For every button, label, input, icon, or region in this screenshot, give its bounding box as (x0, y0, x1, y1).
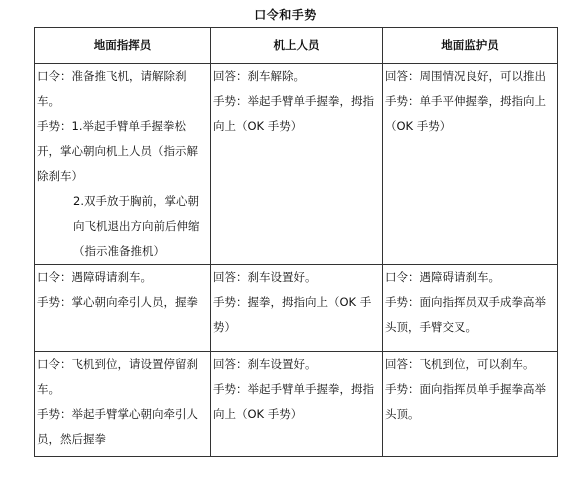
table-cell (383, 265, 558, 352)
command-text: 口令：飞机到位，请设置停留刹车。 (37, 357, 198, 396)
gesture-text: 手势：掌心朝向牵引人员，握拳 (37, 295, 198, 309)
table-cell (383, 64, 558, 265)
header-ground-commander: 地面指挥员 (35, 28, 211, 64)
gesture-text: 手势：举起手臂掌心朝向牵引人员，然后握拳 (37, 407, 198, 446)
table-cell (35, 352, 211, 457)
reply-text: 回答：刹车解除。 (213, 69, 305, 83)
gesture-text: 手势：举起手臂单手握拳，拇指向上（OK 手势） (213, 382, 374, 421)
header-onboard-personnel: 机上人员 (211, 28, 383, 64)
table-cell (35, 64, 211, 265)
table-cell (211, 265, 383, 352)
reply-text: 回答：周围情况良好，可以推出 (385, 69, 546, 83)
signals-table (34, 27, 558, 457)
table-cell (211, 352, 383, 457)
reply-text: 回答：刹车设置好。 (213, 357, 317, 371)
reply-text: 回答：飞机到位，可以刹车。 (385, 357, 535, 371)
gesture-text: 2.双手放于胸前，掌心朝向飞机退出方向前后伸缩（指示准备推机） (73, 194, 200, 258)
gesture-text: 手势：单手平伸握拳，拇指向上（OK 手势） (385, 94, 546, 133)
reply-text: 回答：刹车设置好。 (213, 270, 317, 284)
gesture-text: 手势：握拳，拇指向上（OK 手势） (213, 295, 372, 334)
command-text: 口令：遇障碍请刹车。 (37, 270, 152, 284)
gesture-text: 手势：1.举起手臂单手握拳松开，掌心朝向机上人员（指示解除刹车） (37, 119, 198, 183)
table-cell (211, 64, 383, 265)
gesture-text: 手势：面向指挥员双手成拳高举头顶，手臂交叉。 (385, 295, 546, 334)
table-row (35, 265, 558, 352)
table-cell (35, 265, 211, 352)
command-text: 口令：准备推飞机，请解除刹车。 (37, 69, 187, 108)
gesture-text: 手势：举起手臂单手握拳，拇指向上（OK 手势） (213, 94, 374, 133)
table-row (35, 352, 558, 457)
table-row (35, 64, 558, 265)
gesture-text: 手势：面向指挥员单手握拳高举头顶。 (385, 382, 546, 421)
table-cell (383, 352, 558, 457)
command-text: 口令：遇障碍请刹车。 (385, 270, 500, 284)
header-ground-monitor: 地面监护员 (383, 28, 558, 64)
document-title: 口令和手势 (254, 8, 317, 22)
table-header-row (35, 28, 558, 64)
